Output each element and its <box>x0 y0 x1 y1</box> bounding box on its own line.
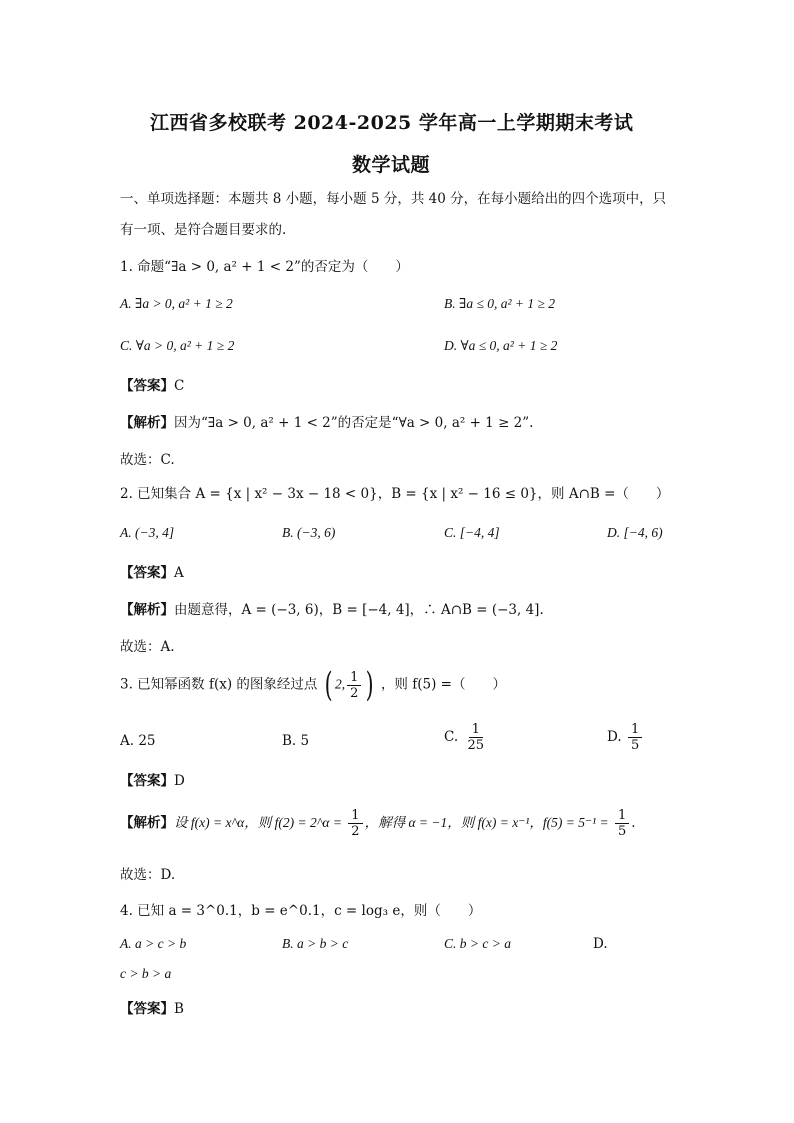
analysis-label: 【解析】 <box>120 602 174 618</box>
answer-label: 【答案】 <box>120 565 174 581</box>
q1-conclusion: 故选：C. <box>120 452 175 468</box>
q1-option-c: C. ∀a > 0, a² + 1 ≥ 2 <box>120 338 235 353</box>
answer-label: 【答案】 <box>120 378 174 394</box>
doc-title: 江西省多校联考 2024-2025 学年高一上学期期末考试 <box>150 112 634 134</box>
q4-stem: 4. 已知 a = 3^0.1，b = e^0.1，c = log₃ e，则（ ） <box>120 903 482 919</box>
q1-option-a: A. ∃a > 0, a² + 1 ≥ 2 <box>120 296 233 311</box>
q3-analysis-part1: 设 f(x) = x^α，则 f(2) = 2^α = <box>174 815 342 830</box>
q2-analysis-text: 由题意得，A = (−3, 6)，B = [−4, 4]，∴ A∩B = (−3, 4]. <box>174 602 544 618</box>
q3-point-x: 2, <box>334 676 346 692</box>
answer-label: 【答案】 <box>120 1001 174 1017</box>
q2-option-a: A. (−3, 4] <box>120 525 175 540</box>
right-paren: ) <box>366 665 374 705</box>
q3-option-c-label: C. <box>444 729 459 745</box>
fraction-numerator: 1 <box>469 722 483 738</box>
q2-answer-value: A <box>174 565 184 581</box>
q1-answer-value: C <box>174 378 185 394</box>
q3-option-c <box>444 722 489 753</box>
q4-option-d-label: D. <box>593 936 608 952</box>
fraction-denominator: 5 <box>630 738 640 753</box>
q3-analysis-end: . <box>631 815 636 831</box>
q3-stem-prefix: 3. 已知幂函数 f(x) 的图象经过点 <box>120 676 318 693</box>
q1-option-b: B. ∃a ≤ 0, a² + 1 ≥ 2 <box>444 296 556 311</box>
q3-option-d-label: D. <box>607 729 622 745</box>
fraction-numerator: 1 <box>628 722 642 738</box>
fraction-denominator: 2 <box>350 685 359 701</box>
q2-answer <box>120 561 184 581</box>
q2-option-b: B. (−3, 6) <box>282 525 336 540</box>
q3-answer <box>120 769 185 789</box>
q4-option-a: A. a > c > b <box>120 936 187 951</box>
q3-option-c-fraction <box>464 722 487 753</box>
q4-answer-value: B <box>174 1001 184 1017</box>
q2-conclusion: 故选：A. <box>120 639 175 655</box>
q3-conclusion: 故选：D. <box>120 867 176 883</box>
q2-analysis <box>120 598 544 618</box>
section-line-2: 有一项、是符合题目要求的. <box>120 222 287 238</box>
q3-answer-value: D <box>174 773 185 789</box>
analysis-label: 【解析】 <box>120 815 174 831</box>
q3-option-a: A. 25 <box>120 733 156 749</box>
q1-analysis <box>120 411 533 431</box>
left-paren: ( <box>324 665 333 705</box>
fraction-numerator: 1 <box>615 808 629 824</box>
fraction-numerator: 1 <box>347 670 361 686</box>
q1-answer <box>120 374 184 394</box>
q4-option-b: B. a > b > c <box>282 936 349 951</box>
q3-point-fraction <box>347 670 361 701</box>
q3-option-b: B. 5 <box>282 733 310 749</box>
q1-analysis-text: 因为“∃a > 0, a² + 1 < 2”的否定是“∀a > 0, a² + 1 ≥ 2”. <box>174 415 534 431</box>
q1-option-d: D. ∀a ≤ 0, a² + 1 ≥ 2 <box>444 338 558 353</box>
q3-analysis-fraction-1 <box>348 808 362 839</box>
q3-analysis-fraction-2 <box>615 808 629 839</box>
analysis-label: 【解析】 <box>120 415 174 431</box>
answer-label: 【答案】 <box>120 773 174 789</box>
q3-analysis-part2: ，解得 α = −1，则 f(x) = x⁻¹，f(5) = 5⁻¹ = <box>364 815 609 830</box>
fraction-denominator: 25 <box>467 738 484 753</box>
q3-stem-suffix: ，则 f(5) =（ ） <box>380 676 506 693</box>
q2-option-d: D. [−4, 6) <box>607 525 663 540</box>
q3-option-d-fraction <box>628 722 642 753</box>
q3-stem <box>120 665 506 705</box>
section-line-1: 一、单项选择题：本题共 8 小题，每小题 5 分，共 40 分，在每小题给出的四个选项中，只 <box>120 191 667 207</box>
fraction-denominator: 5 <box>617 824 627 839</box>
q2-stem: 2. 已知集合 A = {x | x² − 3x − 18 < 0}，B = {x | x² − 16 ≤ 0}，则 A∩B =（ ） <box>120 486 670 502</box>
q3-analysis <box>120 808 636 839</box>
fraction-numerator: 1 <box>348 808 362 824</box>
q3-option-d <box>607 722 644 753</box>
q4-option-c: C. b > c > a <box>444 936 511 951</box>
q4-answer <box>120 997 184 1017</box>
fraction-denominator: 2 <box>351 824 360 839</box>
doc-subtitle: 数学试题 <box>352 154 431 176</box>
q1-stem: 1. 命题“∃a > 0, a² + 1 < 2”的否定为（ ） <box>120 259 409 275</box>
q2-option-c: C. [−4, 4] <box>444 525 500 540</box>
q4-option-d-text: c > b > a <box>120 966 172 981</box>
